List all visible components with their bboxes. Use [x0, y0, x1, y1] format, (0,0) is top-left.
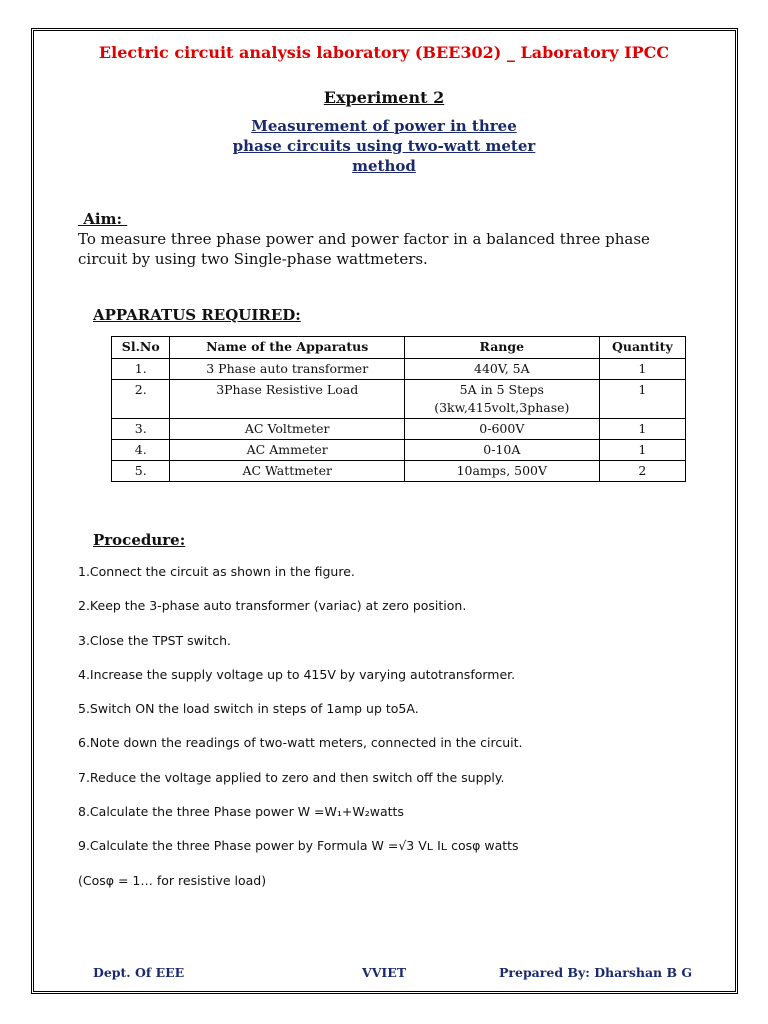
cell-sl: 5.	[112, 461, 170, 482]
table-row	[112, 359, 686, 380]
procedure-step: 1.Connect the circuit as shown in the figure.	[78, 564, 355, 579]
column-header: Sl.No	[112, 337, 170, 359]
procedure-step: 6.Note down the readings of two-watt meters, connected in the circuit.	[78, 735, 523, 751]
procedure-heading: Procedure:	[93, 531, 186, 549]
table-row	[112, 419, 686, 440]
procedure-step: 5.Switch ON the load switch in steps of 1amp up to5A.	[78, 701, 419, 717]
range-line: (3kw,415volt,3phase)	[434, 400, 570, 415]
procedure-step: 4.Increase the supply voltage up to 415V by varying autotransformer.	[78, 666, 516, 682]
cell-sl: 3.	[112, 419, 170, 440]
experiment-number: Experiment 2	[323, 88, 445, 107]
cell-qty: 2	[599, 461, 685, 482]
footer-institution: VVIET	[362, 965, 407, 980]
cell-sl: 2.	[112, 380, 170, 419]
procedure-step: 9.Calculate the three Phase power by Formula W =√3 Vʟ Iʟ cosφ watts	[78, 838, 519, 854]
experiment-subtitle	[184, 116, 584, 176]
table-header-row	[112, 337, 686, 359]
apparatus-table	[111, 336, 686, 482]
aim-heading: Aim:	[83, 210, 122, 228]
column-header: Range	[404, 337, 599, 359]
cell-range: 0-600V	[404, 419, 599, 440]
cell-name: 3Phase Resistive Load	[170, 380, 404, 419]
procedure-note: (Cosφ = 1… for resistive load)	[78, 872, 267, 888]
cell-name: AC Ammeter	[170, 440, 404, 461]
cell-sl: 1.	[112, 359, 170, 380]
apparatus-heading: APPARATUS REQUIRED:	[93, 306, 301, 324]
column-header: Name of the Apparatus	[170, 337, 404, 359]
footer-department: Dept. Of EEE	[93, 965, 185, 980]
subtitle-line: phase circuits using two-watt meter	[232, 137, 536, 155]
cell-range: 0-10A	[404, 440, 599, 461]
cell-name: AC Voltmeter	[170, 419, 404, 440]
subtitle-line: method	[352, 157, 416, 175]
procedure-step: 2.Keep the 3-phase auto transformer (variac) at zero position.	[78, 598, 467, 614]
footer-author: Prepared By: Dharshan B G	[499, 965, 693, 980]
procedure-step: 8.Calculate the three Phase power W =W₁+W₂watts	[78, 804, 404, 820]
subtitle-line: Measurement of power in three	[251, 117, 517, 135]
procedure-step: 3.Close the TPST switch.	[78, 632, 232, 648]
procedure-step: 7.Reduce the voltage applied to zero and then switch off the supply.	[78, 769, 505, 785]
table-row	[112, 461, 686, 482]
range-line: 5A in 5 Steps	[459, 382, 544, 397]
cell-name: AC Wattmeter	[170, 461, 404, 482]
table-row	[112, 440, 686, 461]
table-row	[112, 380, 686, 419]
cell-qty: 1	[599, 359, 685, 380]
cell-qty: 1	[599, 380, 685, 419]
lab-title: Electric circuit analysis laboratory (BEE302) _ Laboratory IPCC	[98, 43, 670, 62]
cell-qty: 1	[599, 419, 685, 440]
column-header: Quantity	[599, 337, 685, 359]
cell-qty: 1	[599, 440, 685, 461]
cell-range: 10amps, 500V	[404, 461, 599, 482]
aim-text: To measure three phase power and power factor in a balanced three phase circuit by using two Single-phase wattmeters.	[78, 230, 650, 268]
cell-range	[404, 380, 599, 419]
cell-name: 3 Phase auto transformer	[170, 359, 404, 380]
cell-range: 440V, 5A	[404, 359, 599, 380]
procedure-steps	[78, 563, 523, 906]
cell-sl: 4.	[112, 440, 170, 461]
